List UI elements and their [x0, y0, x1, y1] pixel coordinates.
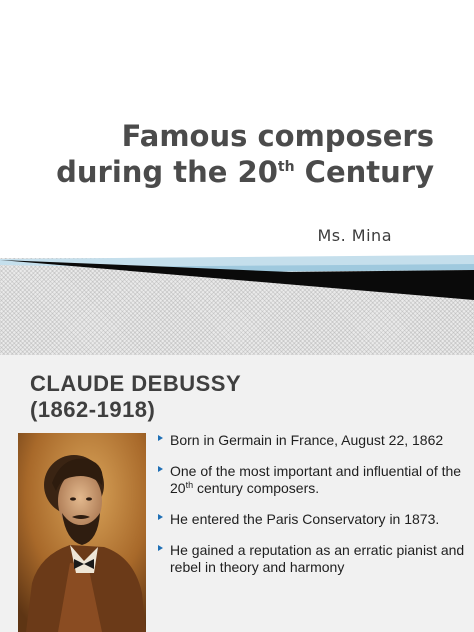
bullet-arrow-icon [158, 514, 163, 520]
composer-portrait-icon [18, 433, 146, 632]
list-item: One of the most important and influential of the 20th century composers. [156, 463, 466, 497]
slide-title [56, 118, 434, 190]
slide-subtitle: Ms. Mina [317, 226, 392, 245]
bullet-arrow-icon [158, 466, 163, 472]
debussy-slide [0, 355, 474, 632]
title-line-2: during the 20th Century [56, 155, 434, 189]
composer-name: CLAUDE DEBUSSY [30, 371, 242, 396]
list-item: Born in Germain in France, August 22, 1862 [156, 432, 466, 449]
composer-lifespan: (1862-1918) [30, 397, 156, 422]
fact-list [156, 432, 466, 590]
bullet-arrow-icon [158, 545, 163, 551]
composer-heading [30, 371, 241, 423]
list-item: He gained a reputation as an erratic pianist and rebel in theory and harmony [156, 542, 466, 576]
list-item: He entered the Paris Conservatory in 1873. [156, 511, 466, 528]
decorative-swoosh-bands [0, 250, 474, 310]
title-line-1: Famous composers [121, 119, 434, 153]
bullet-arrow-icon [158, 435, 163, 441]
